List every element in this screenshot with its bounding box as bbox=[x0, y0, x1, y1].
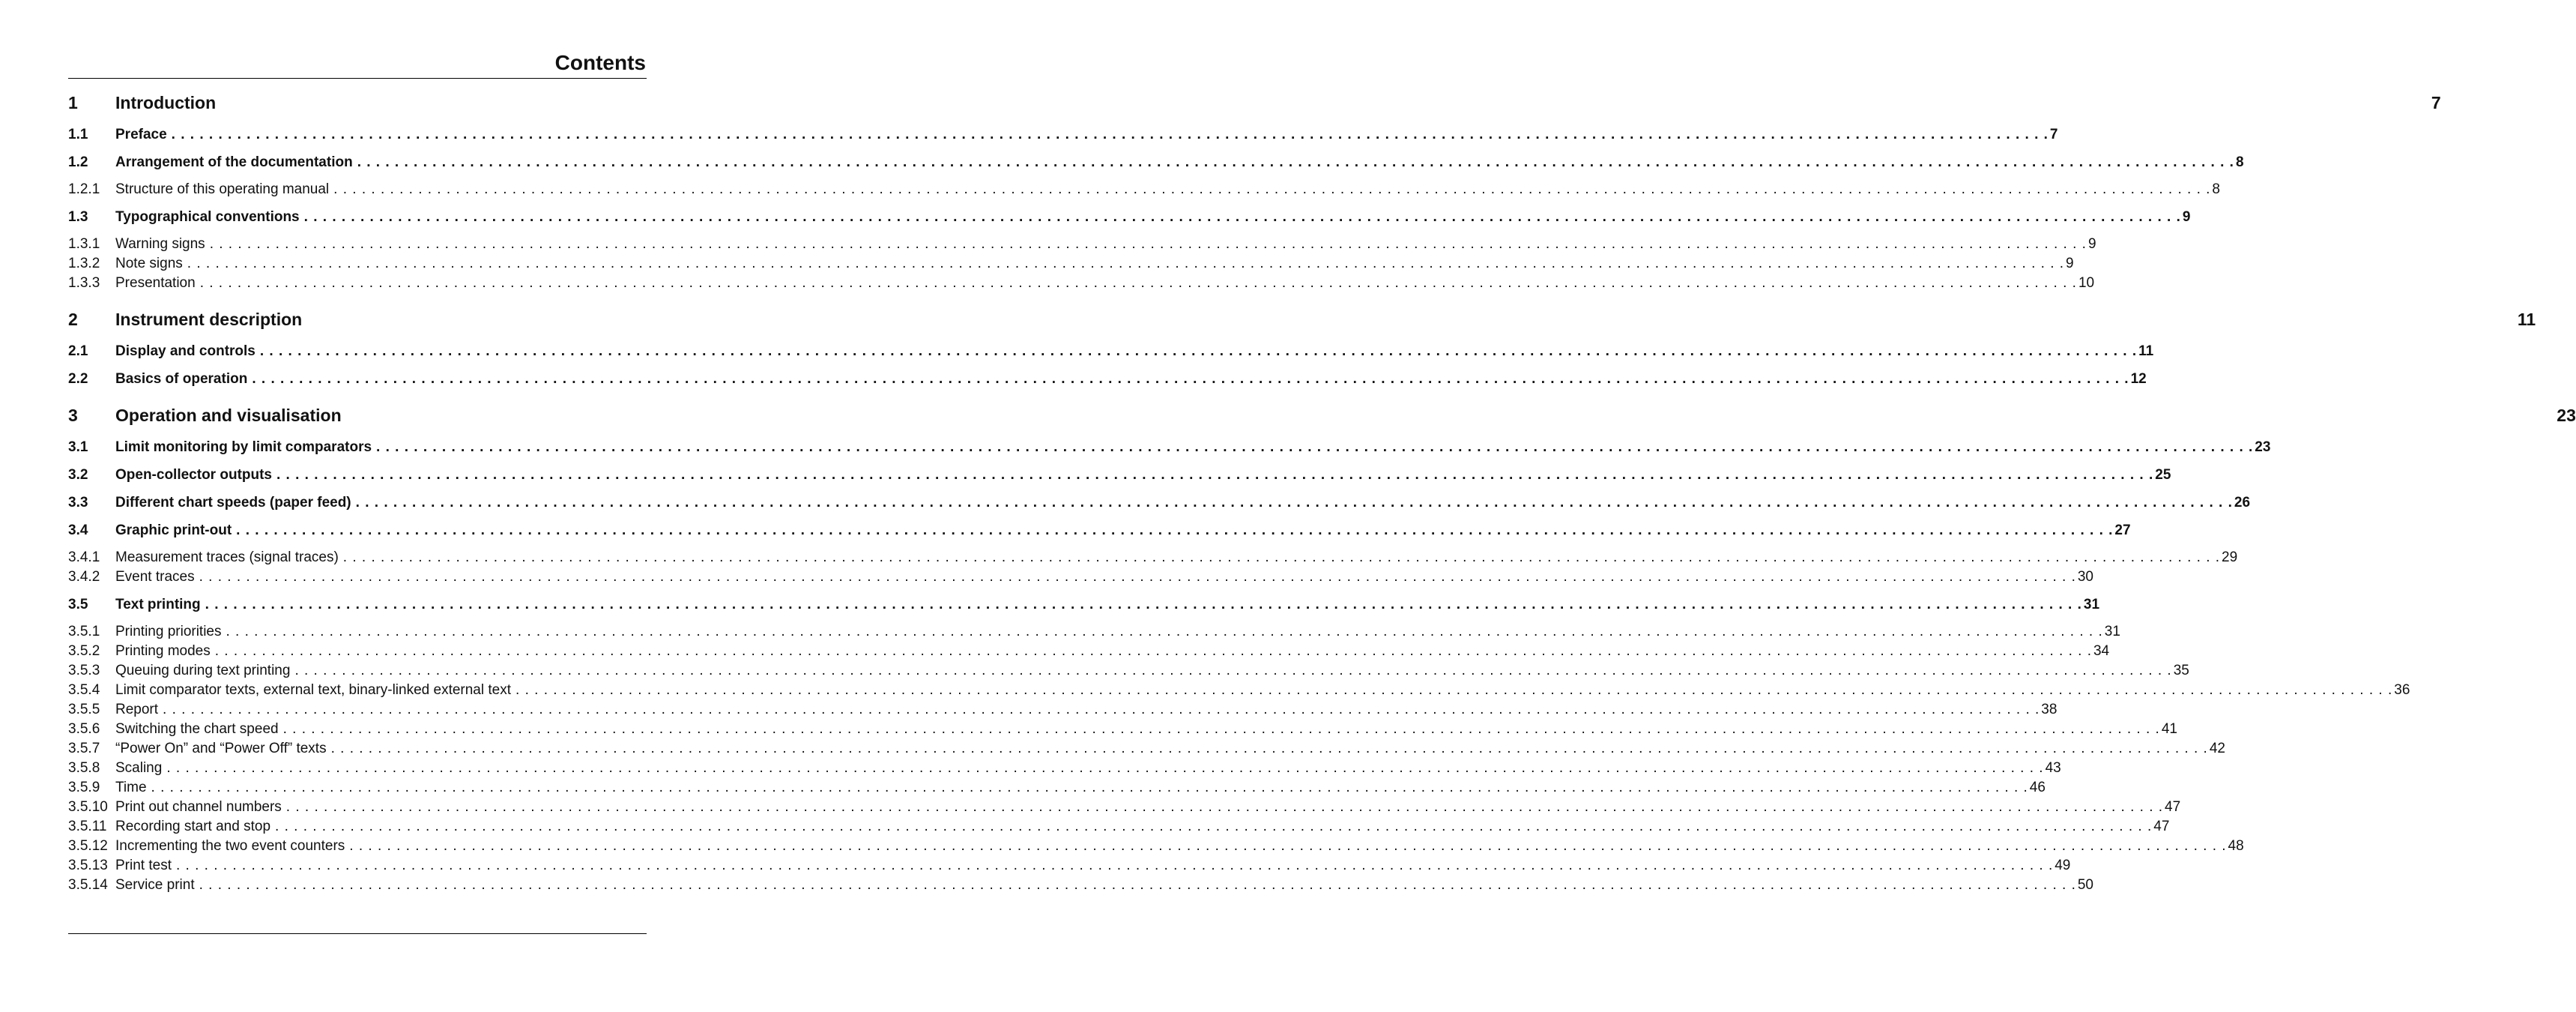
toc-entry-page: 34 bbox=[2093, 643, 2110, 659]
toc-dot-leader: . . . . . . . . . . . . . . . . . . . . . . . . . . . . . . . . . . . . . . . . . . . . . . . . . . . . . . . . . . . . . . . . . . . . . . . . . . . . . . . . . . . . . . . . . . . . . . . . . . . . . . . . . . . . . . . . . . . . . . . . . . . . . . . . . . . . . . . . . . . . . . . . . . . . . . . . . . . . . . . . . . . . . . . . . . . . . . . . . . . . . . . . . . . . . . . . . . . . . . . . bbox=[166, 760, 2044, 776]
toc-entry[interactable] bbox=[68, 798, 2181, 817]
toc-entry-title: “Power On” and “Power Off” texts bbox=[115, 741, 327, 756]
toc-entry-page: 23 bbox=[2557, 406, 2576, 425]
toc-entry[interactable] bbox=[68, 153, 2244, 172]
toc-entry-number: 1.3.1 bbox=[68, 236, 100, 252]
toc-dot-leader: . . . . . . . . . . . . . . . . . . . . . . . . . . . . . . . . . . . . . . . . . . . . . . . . . . . . . . . . . . . . . . . . . . . . . . . . . . . . . . . . . . . . . . . . . . . . . . . . . . . . . . . . . . . . . . . . . . . . . . . . . . . . . . . . . . . . . . . . . . . . . . . . . . . . . . . . . . . . . . . . . . . . . . . . . . . . . . . . . . . . . . . . . . . . . . . . . . . . . . . . bbox=[151, 780, 2028, 795]
toc-dot-leader: . . . . . . . . . . . . . . . . . . . . . . . . . . . . . . . . . . . . . . . . . . . . . . . . . . . . . . . . . . . . . . . . . . . . . . . . . . . . . . . . . . . . . . . . . . . . . . . . . . . . . . . . . . . . . . . . . . . . . . . . . . . . . . . . . . . . . . . . . . . . . . . . . . . . . . . . . . . . . . . . . . . . . . . . . . . . . . . . . . . . . . . . . . . . . . . . . . . . . . . . bbox=[276, 467, 2154, 483]
toc-entry-title: Incrementing the two event counters bbox=[115, 838, 345, 854]
toc-entry-title: Scaling bbox=[115, 760, 163, 776]
toc-entry-number: 3.5.13 bbox=[68, 858, 108, 873]
toc-entry-number: 3.5.7 bbox=[68, 741, 100, 756]
toc-dot-leader: . . . . . . . . . . . . . . . . . . . . . . . . . . . . . . . . . . . . . . . . . . . . . . . . . . . . . . . . . . . . . . . . . . . . . . . . . . . . . . . . . . . . . . . . . . . . . . . . . . . . . . . . . . . . . . . . . . . . . . . . . . . . . . . . . . . . . . . . . . . . . . . . . . . . . . . . . . . . . . . . . . . . . . . . . . . . . . . . . . . . . . . . . . . . . . . . . . . . . . . . bbox=[349, 838, 2227, 854]
toc-dot-leader: . . . . . . . . . . . . . . . . . . . . . . . . . . . . . . . . . . . . . . . . . . . . . . . . . . . . . . . . . . . . . . . . . . . . . . . . . . . . . . . . . . . . . . . . . . . . . . . . . . . . . . . . . . . . . . . . . . . . . . . . . . . . . . . . . . . . . . . . . . . . . . . . . . . . . . . . . . . . . . . . . . . . . . . . . . . . . . . . . . . . . . . . . . . . . . . . . . . . . . . . bbox=[163, 702, 2040, 717]
toc-entry-title: Preface bbox=[115, 127, 167, 142]
toc-entry-title: Limit comparator texts, external text, binary-linked external text bbox=[115, 682, 512, 698]
toc-dot-leader: . . . . . . . . . . . . . . . . . . . . . . . . . . . . . . . . . . . . . . . . . . . . . . . . . . . . . . . . . . . . . . . . . . . . . . . . . . . . . . . . . . . . . . . . . . . . . . . . . . . . . . . . . . . . . . . . . . . . . . . . . . . . . . . . . . . . . . . . . . . . . . . . . . . . . . . . . . . . . . . . . . . . . . . . . . . . . . . . . . . . . . . . . . . . . . . . . . . . . . . . bbox=[199, 275, 2077, 291]
toc-dot-leader: . . . . . . . . . . . . . . . . . . . . . . . . . . . . . . . . . . . . . . . . . . . . . . . . . . . . . . . . . . . . . . . . . . . . . . . . . . . . . . . . . . . . . . . . . . . . . . . . . . . . . . . . . . . . . . . . . . . . . . . . . . . . . . . . . . . . . . . . . . . . . . . . . . . . . . . . . . . . . . . . . . . . . . . . . . . . . . . . . . . . . . . . . . . . . . . . . . . . . . . . bbox=[357, 154, 2234, 170]
toc-entry[interactable] bbox=[68, 642, 2110, 661]
table-of-contents bbox=[68, 88, 2576, 895]
toc-entry-number: 3.5.12 bbox=[68, 838, 108, 854]
toc-entry-page: 9 bbox=[2087, 236, 2096, 252]
toc-entry-number: 3.5 bbox=[68, 597, 88, 612]
toc-entry[interactable] bbox=[68, 342, 2154, 361]
toc-dot-leader: . . . . . . . . . . . . . . . . . . . . . . . . . . . . . . . . . . . . . . . . . . . . . . . . . . . . . . . . . . . . . . . . . . . . . . . . . . . . . . . . . . . . . . . . . . . . . . . . . . . . . . . . . . . . . . . . . . . . . . . . . . . . . . . . . . . . . . . . . . . . . . . . . . . . . . . . . . . . . . . . . . . . . . . . . . . . . . . . . . . . . . . . . . . . . . . . . . . . . . . . bbox=[285, 799, 2164, 815]
toc-dot-leader: . . . . . . . . . . . . . . . . . . . . . . . . . . . . . . . . . . . . . . . . . . . . . . . . . . . . . . . . . . . . . . . . . . . . . . . . . . . . . . . . . . . . . . . . . . . . . . . . . . . . . . . . . . . . . . . . . . . . . . . . . . . . . . . . . . . . . . . . . . . . . . . . . . . . . . . . . . . . . . . . . . . . . . . . . . . . . . . . . . . . . . . . . . . . . . . . . . . . . . . . bbox=[187, 256, 2065, 271]
toc-entry-number: 3 bbox=[68, 406, 78, 425]
toc-entry[interactable] bbox=[68, 567, 2093, 587]
toc-entry-title: Print out channel numbers bbox=[115, 799, 282, 815]
toc-entry[interactable] bbox=[68, 876, 2093, 895]
toc-entry-page: 27 bbox=[2114, 522, 2131, 538]
toc-entry-title: Presentation bbox=[115, 275, 196, 291]
toc-entry[interactable] bbox=[68, 466, 2171, 485]
toc-dot-leader: . . . . . . . . . . . . . . . . . . . . . . . . . . . . . . . . . . . . . . . . . . . . . . . . . . . . . . . . . . . . . . . . . . . . . . . . . . . . . . . . . . . . . . . . . . . . . . . . . . . . . . . . . . . . . . . . . . . . . . . . . . . . . . . . . . . . . . . . . . . . . . . . . . . . . . . . . . . . . . . . . . . . . . . . . . . . . . . . . . . . . . . . . . . . . . . . . . . . . . . . bbox=[333, 181, 2211, 197]
toc-entry[interactable] bbox=[68, 208, 2191, 227]
toc-dot-leader: . . . . . . . . . . . . . . . . . . . . . . . . . . . . . . . . . . . . . . . . . . . . . . . . . . . . . . . . . . . . . . . . . . . . . . . . . . . . . . . . . . . . . . . . . . . . . . . . . . . . . . . . . . . . . . . . . . . . . . . . . . . . . . . . . . . . . . . . . . . . . . . . . . . . . . . . . . . . . . . . . . . . . . . . . . . . . . . . . . . . . . . . . . . . . . . . . . . . . . . . bbox=[259, 343, 2138, 359]
toc-entry-number: 3.5.4 bbox=[68, 682, 100, 698]
toc-entry-number: 3.5.9 bbox=[68, 780, 100, 795]
toc-entry-title: Event traces bbox=[115, 569, 195, 585]
toc-dot-leader: . . . . . . . . . . . . . . . . . . . . . . . . . . . . . . . . . . . . . . . . . . . . . . . . . . . . . . . . . . . . . . . . . . . . . . . . . . . . . . . . . . . . . . . . . . . . . . . . . . . . . . . . . . . . . . . . . . . . . . . . . . . . . . . . . . . . . . . . . . . . . . . . . . . . . . . . . . . . . . . . . . . . . . . . . . . . . . . . . . . . . . . . . . . . . . . . . . . . . . . . bbox=[209, 236, 2087, 252]
toc-entry-title: Switching the chart speed bbox=[115, 721, 279, 737]
toc-entry-page: 26 bbox=[2234, 495, 2251, 510]
toc-entry-page: 7 bbox=[2431, 93, 2441, 112]
toc-entry-page: 11 bbox=[2517, 310, 2536, 329]
toc-entry-page: 36 bbox=[2394, 682, 2410, 698]
toc-entry-page: 29 bbox=[2222, 549, 2238, 565]
toc-entry-page: 8 bbox=[2235, 154, 2244, 170]
toc-entry[interactable] bbox=[68, 493, 2251, 513]
toc-entry-page: 7 bbox=[2049, 127, 2058, 142]
toc-entry-number: 3.5.8 bbox=[68, 760, 100, 776]
toc-entry-title: Limit monitoring by limit comparators bbox=[115, 439, 372, 455]
toc-entry-number: 1.2.1 bbox=[68, 181, 100, 197]
toc-dot-leader: . . . . . . . . . . . . . . . . . . . . . . . . . . . . . . . . . . . . . . . . . . . . . . . . . . . . . . . . . . . . . . . . . . . . . . . . . . . . . . . . . . . . . . . . . . . . . . . . . . . . . . . . . . . . . . . . . . . . . . . . . . . . . . . . . . . . . . . . . . . . . . . . . . . . . . . . . . . . . . . . . . . . . . . . . . . . . . . . . . . . . . . . . . . . . . . . . . . . . . . . bbox=[226, 624, 2103, 639]
toc-dot-leader: . . . . . . . . . . . . . . . . . . . . . . . . . . . . . . . . . . . . . . . . . . . . . . . . . . . . . . . . . . . . . . . . . . . . . . . . . . . . . . . . . . . . . . . . . . . . . . . . . . . . . . . . . . . . . . . . . . . . . . . . . . . . . . . . . . . . . . . . . . . . . . . . . . . . . . . . . . . . . . . . . . . . . . . . . . . . . . . . . . . . . . . . . . . . . . . . . . . . . . . . bbox=[376, 439, 2254, 455]
toc-entry-number: 1.3 bbox=[68, 209, 88, 225]
toc-entry[interactable] bbox=[68, 681, 2410, 700]
toc-entry-title: Graphic print-out bbox=[115, 522, 232, 538]
toc-dot-leader: . . . . . . . . . . . . . . . . . . . . . . . . . . . . . . . . . . . . . . . . . . . . . . . . . . . . . . . . . . . . . . . . . . . . . . . . . . . . . . . . . . . . . . . . . . . . . . . . . . . . . . . . . . . . . . . . . . . . . . . . . . . . . . . . . . . . . . . . . . . . . . . . . . . . . . . . . . . . . . . . . . . . . . . . . . . . . . . . . . . . . . . . . . . . . . . . . . . . . . . . bbox=[236, 522, 2114, 538]
toc-entry[interactable] bbox=[68, 274, 2095, 293]
toc-entry-page: 8 bbox=[2212, 181, 2220, 197]
toc-entry-title: Printing modes bbox=[115, 643, 211, 659]
toc-dot-leader: . . . . . . . . . . . . . . . . . . . . . . . . . . . . . . . . . . . . . . . . . . . . . . . . . . . . . . . . . . . . . . . . . . . . . . . . . . . . . . . . . . . . . . . . . . . . . . . . . . . . . . . . . . . . . . . . . . . . . . . . . . . . . . . . . . . . . . . . . . . . . . . . . . . . . . . . . . . . . . . . . . . . . . . . . . . . . . . . . . . . . . . . . . . . . . . . . . . . . . . . bbox=[275, 819, 2153, 834]
toc-entry-number: 1 bbox=[68, 93, 78, 112]
toc-entry-page: 50 bbox=[2077, 877, 2093, 893]
toc-entry-title: Printing priorities bbox=[115, 624, 222, 639]
toc-entry[interactable] bbox=[68, 759, 2061, 778]
toc-entry[interactable] bbox=[68, 817, 2170, 837]
toc-entry-title: Queuing during text printing bbox=[115, 663, 291, 678]
toc-entry-title: Different chart speeds (paper feed) bbox=[115, 495, 351, 510]
toc-entry-page: 9 bbox=[2066, 256, 2074, 271]
toc-entry-page: 12 bbox=[2130, 371, 2147, 387]
toc-dot-leader: . . . . . . . . . . . . . . . . . . . . . . . . . . . . . . . . . . . . . . . . . . . . . . . . . . . . . . . . . . . . . . . . . . . . . . . . . . . . . . . . . . . . . . . . . . . . . . . . . . . . . . . . . . . . . . . . . . . . . . . . . . . . . . . . . . . . . . . . . . . . . . . . . . . . . . . . . . . . . . . . . . . . . . . . . . . . . . . . . . . . . . . . . . . . . . . . . . . . . . . . bbox=[214, 643, 2092, 659]
toc-dot-leader: . . . . . . . . . . . . . . . . . . . . . . . . . . . . . . . . . . . . . . . . . . . . . . . . . . . . . . . . . . . . . . . . . . . . . . . . . . . . . . . . . . . . . . . . . . . . . . . . . . . . . . . . . . . . . . . . . . . . . . . . . . . . . . . . . . . . . . . . . . . . . . . . . . . . . . . . . . . . . . . . . . . . . . . . . . . . . . . . . . . . . . . . . . . . . . . . . . . . . . . . bbox=[171, 127, 2049, 142]
toc-entry[interactable] bbox=[68, 778, 2046, 798]
toc-entry[interactable] bbox=[68, 180, 2220, 199]
toc-entry-number: 1.2 bbox=[68, 154, 88, 170]
toc-entry-page: 11 bbox=[2138, 343, 2154, 359]
toc-entry-number: 3.5.6 bbox=[68, 721, 100, 737]
toc-entry-page: 38 bbox=[2041, 702, 2058, 717]
toc-dot-leader: . . . . . . . . . . . . . . . . . . . . . . . . . . . . . . . . . . . . . . . . . . . . . . . . . . . . . . . . . . . . . . . . . . . . . . . . . . . . . . . . . . . . . . . . . . . . . . . . . . . . . . . . . . . . . . . . . . . . . . . . . . . . . . . . . . . . . . . . . . . . . . . . . . . . . . . . . . . . . . . . . . . . . . . . . . . . . . . . . . . . . . . . . . . . . . . . . . . . . . . . bbox=[205, 597, 2082, 612]
toc-dot-leader: . . . . . . . . . . . . . . . . . . . . . . . . . . . . . . . . . . . . . . . . . . . . . . . . . . . . . . . . . . . . . . . . . . . . . . . . . . . . . . . . . . . . . . . . . . . . . . . . . . . . . . . . . . . . . . . . . . . . . . . . . . . . . . . . . . . . . . . . . . . . . . . . . . . . . . . . . . . . . . . . . . . . . . . . . . . . . . . . . . . . . . . . . . . . . . . . . . . . . . . . bbox=[199, 569, 2076, 585]
toc-dot-leader: . . . . . . . . . . . . . . . . . . . . . . . . . . . . . . . . . . . . . . . . . . . . . . . . . . . . . . . . . . . . . . . . . . . . . . . . . . . . . . . . . . . . . . . . . . . . . . . . . . . . . . . . . . . . . . . . . . . . . . . . . . . . . . . . . . . . . . . . . . . . . . . . . . . . . . . . . . . . . . . . . . . . . . . . . . . . . . . . . . . . . . . . . . . . . . . . . . . . . . . . bbox=[282, 721, 2160, 737]
toc-entry-number: 3.3 bbox=[68, 495, 88, 510]
toc-entry-number: 2.1 bbox=[68, 343, 88, 359]
toc-dot-leader: . . . . . . . . . . . . . . . . . . . . . . . . . . . . . . . . . . . . . . . . . . . . . . . . . . . . . . . . . . . . . . . . . . . . . . . . . . . . . . . . . . . . . . . . . . . . . . . . . . . . . . . . . . . . . . . . . . . . . . . . . . . . . . . . . . . . . . . . . . . . . . . . . . . . . . . . . . . . . . . . . . . . . . . . . . . . . . . . . . . . . . . . . . . . . . . . . . . . . . . . bbox=[294, 663, 2172, 678]
toc-entry-number: 3.5.3 bbox=[68, 663, 100, 678]
toc-entry-number: 3.2 bbox=[68, 467, 88, 483]
toc-dot-leader: . . . . . . . . . . . . . . . . . . . . . . . . . . . . . . . . . . . . . . . . . . . . . . . . . . . . . . . . . . . . . . . . . . . . . . . . . . . . . . . . . . . . . . . . . . . . . . . . . . . . . . . . . . . . . . . . . . . . . . . . . . . . . . . . . . . . . . . . . . . . . . . . . . . . . . . . . . . . . . . . . . . . . . . . . . . . . . . . . . . . . . . . . . . . . . . . . . . . . . . . bbox=[252, 371, 2129, 387]
toc-entry[interactable] bbox=[68, 661, 2189, 681]
toc-entry-page: 23 bbox=[2255, 439, 2271, 455]
toc-dot-leader: . . . . . . . . . . . . . . . . . . . . . . . . . . . . . . . . . . . . . . . . . . . . . . . . . . . . . . . . . . . . . . . . . . . . . . . . . . . . . . . . . . . . . . . . . . . . . . . . . . . . . . . . . . . . . . . . . . . . . . . . . . . . . . . . . . . . . . . . . . . . . . . . . . . . . . . . . . . . . . . . . . . . . . . . . . . . . . . . . . . . . . . . . . . . . . . . . . . . . . . . bbox=[515, 682, 2393, 698]
toc-entry-page: 47 bbox=[2165, 799, 2181, 815]
toc-entry-title: Instrument description bbox=[115, 310, 303, 329]
toc-entry-title: Warning signs bbox=[115, 236, 205, 252]
toc-entry-number: 1.1 bbox=[68, 127, 88, 142]
toc-entry-title: Structure of this operating manual bbox=[115, 181, 330, 197]
toc-entry[interactable] bbox=[68, 305, 2536, 334]
toc-entry-page: 42 bbox=[2209, 741, 2225, 756]
toc-entry-number: 1.3.2 bbox=[68, 256, 100, 271]
toc-entry-page: 48 bbox=[2228, 838, 2244, 854]
toc-entry[interactable] bbox=[68, 370, 2147, 389]
toc-dot-leader: . . . . . . . . . . . . . . . . . . . . . . . . . . . . . . . . . . . . . . . . . . . . . . . . . . . . . . . . . . . . . . . . . . . . . . . . . . . . . . . . . . . . . . . . . . . . . . . . . . . . . . . . . . . . . . . . . . . . . . . . . . . . . . . . . . . . . . . . . . . . . . . . . . . . . . . . . . . . . . . . . . . . . . . . . . . . . . . . . . . . . . . . . . . . . . . . . . . . . . . . bbox=[355, 495, 2233, 510]
header-divider bbox=[68, 78, 647, 79]
toc-entry-title: Open-collector outputs bbox=[115, 467, 272, 483]
toc-entry[interactable] bbox=[68, 88, 2441, 117]
toc-entry-number: 3.1 bbox=[68, 439, 88, 455]
toc-entry-number: 3.5.2 bbox=[68, 643, 100, 659]
toc-entry-number: 3.5.14 bbox=[68, 877, 108, 893]
toc-entry[interactable] bbox=[68, 125, 2058, 145]
toc-dot-leader: . . . . . . . . . . . . . . . . . . . . . . . . . . . . . . . . . . . . . . . . . . . . . . . . . . . . . . . . . . . . . . . . . . . . . . . . . . . . . . . . . . . . . . . . . . . . . . . . . . . . . . . . . . . . . . . . . . . . . . . . . . . . . . . . . . . . . . . . . . . . . . . . . . . . . . . . . . . . . . . . . . . . . . . . . . . . . . . . . . . . . . . . . . . . . . . . . . . . . . . . bbox=[342, 549, 2221, 565]
toc-entry-title: Print test bbox=[115, 858, 172, 873]
toc-entry[interactable] bbox=[68, 254, 2074, 274]
toc-entry-page: 47 bbox=[2153, 819, 2170, 834]
toc-entry-title: Arrangement of the documentation bbox=[115, 154, 353, 170]
toc-entry-page: 35 bbox=[2173, 663, 2189, 678]
toc-entry-number: 3.5.10 bbox=[68, 799, 108, 815]
toc-entry[interactable] bbox=[68, 856, 2071, 876]
toc-entry-page: 49 bbox=[2055, 858, 2071, 873]
toc-entry-title: Text printing bbox=[115, 597, 201, 612]
toc-entry[interactable] bbox=[68, 235, 2096, 254]
toc-entry-title: Basics of operation bbox=[115, 371, 248, 387]
toc-entry-number: 1.3.3 bbox=[68, 275, 100, 291]
toc-entry[interactable] bbox=[68, 720, 2177, 739]
page-title: Contents bbox=[554, 51, 646, 74]
toc-entry[interactable] bbox=[68, 595, 2100, 615]
toc-entry-page: 30 bbox=[2077, 569, 2093, 585]
toc-entry-title: Operation and visualisation bbox=[115, 406, 342, 425]
toc-entry-title: Measurement traces (signal traces) bbox=[115, 549, 339, 565]
toc-entry-page: 9 bbox=[2182, 209, 2191, 225]
toc-entry-title: Service print bbox=[115, 877, 195, 893]
toc-entry[interactable] bbox=[68, 700, 2058, 720]
toc-dot-leader: . . . . . . . . . . . . . . . . . . . . . . . . . . . . . . . . . . . . . . . . . . . . . . . . . . . . . . . . . . . . . . . . . . . . . . . . . . . . . . . . . . . . . . . . . . . . . . . . . . . . . . . . . . . . . . . . . . . . . . . . . . . . . . . . . . . . . . . . . . . . . . . . . . . . . . . . . . . . . . . . . . . . . . . . . . . . . . . . . . . . . . . . . . . . . . . . . . . . . . . . bbox=[199, 877, 2076, 893]
toc-entry-number: 3.5.11 bbox=[68, 819, 107, 834]
toc-entry-number: 3.5.5 bbox=[68, 702, 100, 717]
toc-entry[interactable] bbox=[68, 622, 2120, 642]
toc-entry-page: 41 bbox=[2161, 721, 2177, 737]
toc-entry-page: 43 bbox=[2045, 760, 2061, 776]
toc-dot-leader: . . . . . . . . . . . . . . . . . . . . . . . . . . . . . . . . . . . . . . . . . . . . . . . . . . . . . . . . . . . . . . . . . . . . . . . . . . . . . . . . . . . . . . . . . . . . . . . . . . . . . . . . . . . . . . . . . . . . . . . . . . . . . . . . . . . . . . . . . . . . . . . . . . . . . . . . . . . . . . . . . . . . . . . . . . . . . . . . . . . . . . . . . . . . . . . . . . . . . . . . bbox=[175, 858, 2054, 873]
toc-entry-page: 46 bbox=[2029, 780, 2046, 795]
toc-entry-number: 3.4.1 bbox=[68, 549, 100, 565]
toc-entry-title: Report bbox=[115, 702, 159, 717]
toc-entry-page: 31 bbox=[2083, 597, 2100, 612]
toc-entry[interactable] bbox=[68, 521, 2131, 540]
toc-dot-leader: . . . . . . . . . . . . . . . . . . . . . . . . . . . . . . . . . . . . . . . . . . . . . . . . . . . . . . . . . . . . . . . . . . . . . . . . . . . . . . . . . . . . . . . . . . . . . . . . . . . . . . . . . . . . . . . . . . . . . . . . . . . . . . . . . . . . . . . . . . . . . . . . . . . . . . . . . . . . . . . . . . . . . . . . . . . . . . . . . . . . . . . . . . . . . . . . . . . . . . . . bbox=[303, 209, 2181, 225]
toc-entry-number: 2.2 bbox=[68, 371, 88, 387]
toc-entry-page: 31 bbox=[2104, 624, 2120, 639]
toc-entry[interactable] bbox=[68, 837, 2244, 856]
toc-entry-number: 3.4 bbox=[68, 522, 88, 538]
toc-entry[interactable] bbox=[68, 438, 2271, 457]
toc-entry-title: Recording start and stop bbox=[115, 819, 271, 834]
toc-entry-title: Note signs bbox=[115, 256, 183, 271]
footer-divider bbox=[68, 933, 647, 934]
toc-entry-page: 25 bbox=[2155, 467, 2171, 483]
toc-entry-page: 10 bbox=[2078, 275, 2095, 291]
toc-entry[interactable] bbox=[68, 548, 2238, 567]
toc-entry[interactable] bbox=[68, 401, 2576, 430]
toc-entry-title: Typographical conventions bbox=[115, 209, 300, 225]
toc-entry-title: Time bbox=[115, 780, 147, 795]
toc-dot-leader: . . . . . . . . . . . . . . . . . . . . . . . . . . . . . . . . . . . . . . . . . . . . . . . . . . . . . . . . . . . . . . . . . . . . . . . . . . . . . . . . . . . . . . . . . . . . . . . . . . . . . . . . . . . . . . . . . . . . . . . . . . . . . . . . . . . . . . . . . . . . . . . . . . . . . . . . . . . . . . . . . . . . . . . . . . . . . . . . . . . . . . . . . . . . . . . . . . . . . . . . bbox=[330, 741, 2208, 756]
toc-entry[interactable] bbox=[68, 739, 2225, 759]
toc-entry-number: 2 bbox=[68, 310, 78, 329]
toc-entry-title: Introduction bbox=[115, 93, 217, 112]
toc-entry-number: 3.4.2 bbox=[68, 569, 100, 585]
toc-entry-number: 3.5.1 bbox=[68, 624, 100, 639]
toc-entry-title: Display and controls bbox=[115, 343, 256, 359]
